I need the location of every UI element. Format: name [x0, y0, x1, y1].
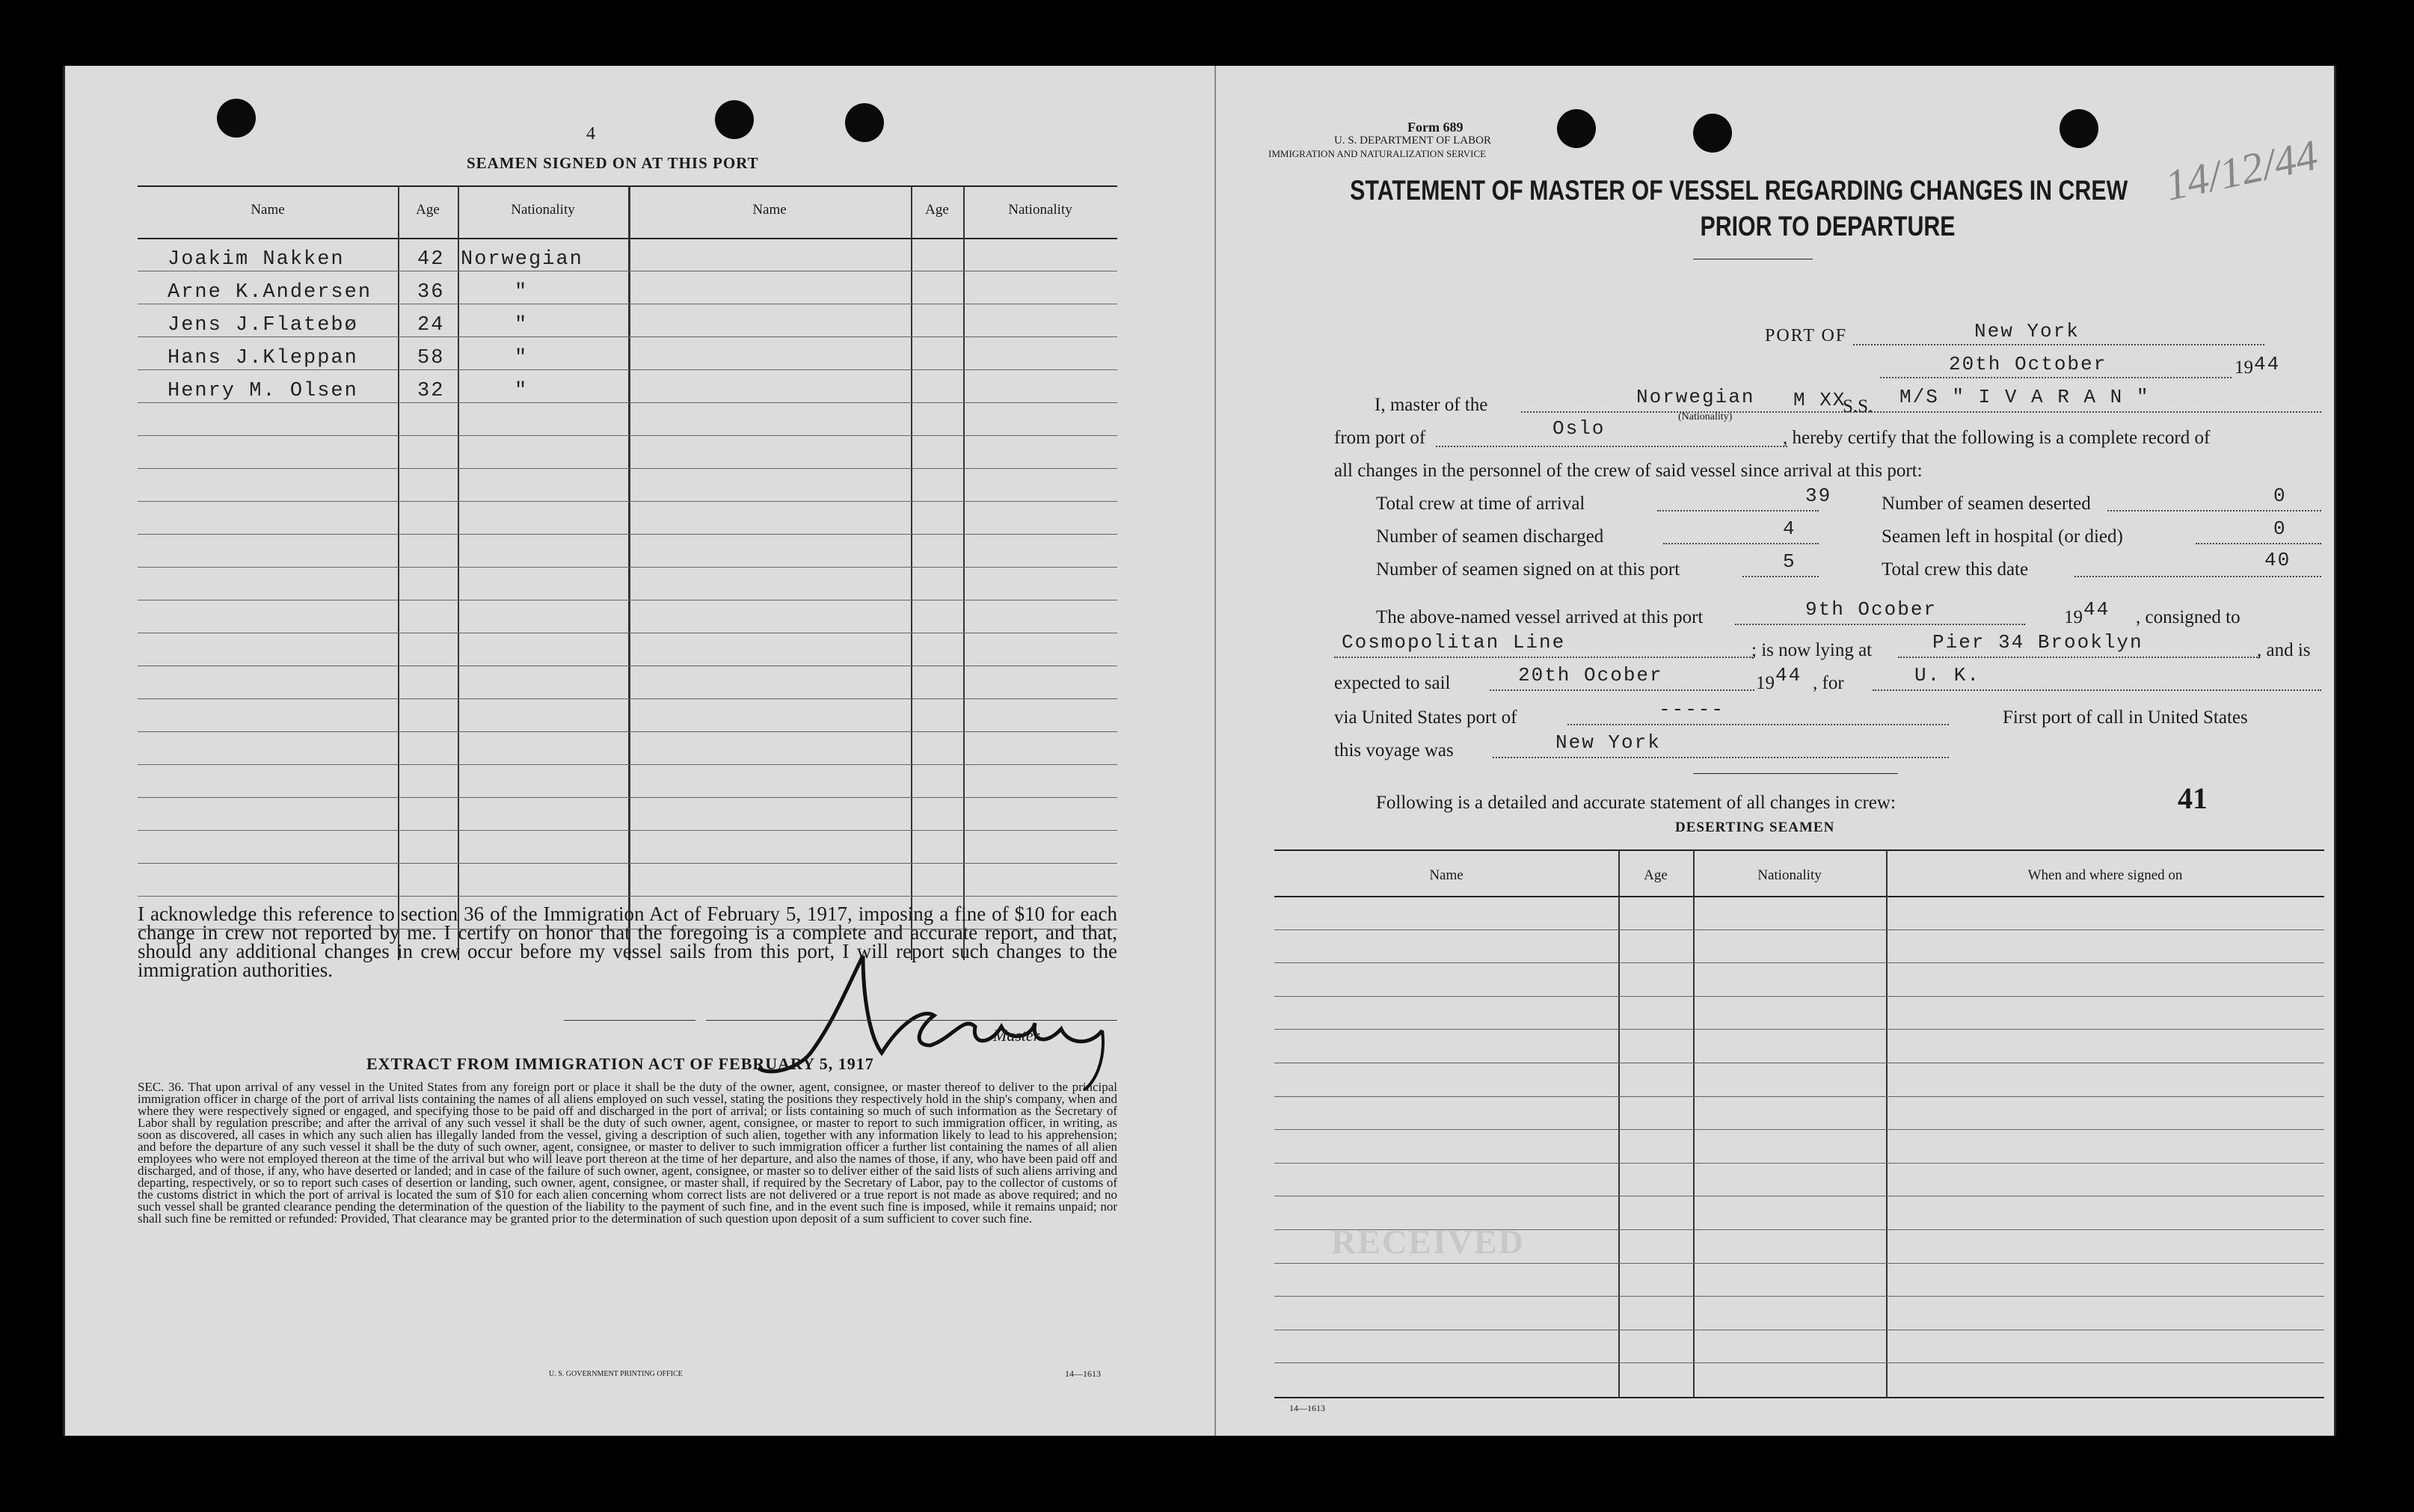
- table-rule: [1274, 896, 2324, 897]
- seaman-name: Jens J.Flatebø: [168, 314, 358, 336]
- master-of-label: I, master of the: [1375, 395, 1488, 415]
- seaman-nationality: ": [515, 314, 529, 336]
- sail-year-field: 44: [1775, 664, 1802, 686]
- certify-text: , hereby certify that the following is a complete record of: [1783, 428, 2211, 448]
- row-rule: [1274, 996, 2324, 997]
- stat-label: Number of seamen discharged: [1376, 526, 1604, 547]
- row-rule: [1274, 1296, 2324, 1297]
- arrived-year-field: 44: [2083, 598, 2110, 621]
- arrived-year-prefix: 19: [2064, 607, 2083, 627]
- stat-label: Total crew this date: [1882, 559, 2029, 580]
- seamen-signed-title: SEAMEN SIGNED ON AT THIS PORT: [467, 154, 759, 172]
- column-divider: [1886, 849, 1888, 1397]
- vessel-name-field: M/S " I V A R A N ": [1899, 386, 2150, 408]
- consigned-label: , consigned to: [2136, 607, 2241, 627]
- column-header-name: Name: [251, 202, 285, 218]
- row-rule: [138, 468, 1117, 469]
- column-divider: [628, 185, 630, 960]
- column-header-age: Age: [416, 202, 440, 218]
- dot-leader: [2196, 543, 2321, 544]
- column-header-nationality: Nationality: [1757, 867, 1822, 883]
- nationality-field: Norwegian: [1636, 386, 1755, 408]
- department: U. S. DEPARTMENT OF LABOR: [1334, 135, 1491, 147]
- page-edge: [63, 66, 65, 1436]
- column-header-age: Age: [1644, 867, 1668, 883]
- punch-hole: [2060, 109, 2098, 148]
- stat-value: 5: [1783, 550, 1796, 573]
- acknowledgement-text: I acknowledge this reference to section 36 of the Immigration Act of February 5, 1917, imposing a fine of $10 for each change in crew not reported by me. I certify on honor that the foregoing is a complete and accurate report, and that, should any additional changes in crew occur before my vessel sails from this port, I will report such changes to the immigration authorities.: [138, 903, 1117, 981]
- table-rule: [1274, 849, 2324, 851]
- form-title: STATEMENT OF MASTER OF VESSEL REGARDING CHANGES IN CREW: [1350, 175, 2128, 206]
- voyage-label: this voyage was: [1334, 740, 1454, 760]
- column-divider: [458, 185, 459, 960]
- lying-label: ; is now lying at: [1751, 640, 1873, 660]
- row-rule: [138, 501, 1117, 502]
- column-header-signed-on: When and where signed on: [2027, 867, 2183, 883]
- handwritten-annotation: 14/12/44: [2160, 130, 2322, 210]
- seaman-nationality: Norwegian: [461, 248, 583, 271]
- column-header-nationality: Nationality: [1008, 202, 1072, 218]
- from-port-field: Oslo: [1552, 417, 1606, 440]
- dot-leader: [2107, 510, 2321, 511]
- sail-date-field: 20th Ocober: [1518, 664, 1663, 686]
- punch-hole: [715, 100, 754, 139]
- row-rule: [1274, 1362, 2324, 1363]
- column-divider: [1618, 849, 1620, 1397]
- dot-leader: [1657, 510, 1819, 511]
- row-rule: [138, 698, 1117, 699]
- sail-year-prefix: 19: [1756, 673, 1775, 693]
- row-rule: [138, 336, 1117, 337]
- row-rule: [1274, 962, 2324, 963]
- column-header-age: Age: [925, 202, 949, 218]
- year-field: 44: [2254, 353, 2281, 375]
- following-text: Following is a detailed and accurate statement of all changes in crew:: [1376, 793, 1896, 813]
- seaman-name: Henry M. Olsen: [168, 380, 358, 402]
- row-rule: [138, 369, 1117, 370]
- printing-office: U. S. GOVERNMENT PRINTING OFFICE: [549, 1370, 683, 1378]
- row-rule: [1274, 1029, 2324, 1030]
- for-label: , for: [1813, 673, 1844, 693]
- stat-value: 40: [2264, 549, 2291, 571]
- extract-text: SEC. 36. That upon arrival of any vessel in the United States from any foreign port or place it shall be the duty of the owner, agent, consignee, or master thereof to deliver to the principal immigration officer in charge of the port of arrival lists containing the names of all aliens employed on such vessel, stating the positions they respectively hold in the ship's company, when and where they were respectively signed or engaged, and specifying those to be paid off and discharged in the port of arrival; or lists containing so much of such information as the Secretary of Labor shall by regulation prescribe; and after the arrival of any such vessel it shall be the duty of such owner, agent, consignee, or master to report to such immigration officer, in writing, as soon as discovered, all cases in which any such alien has illegally landed from the vessel, giving a description of such alien, together with any information likely to lead to his apprehension; and before the departure of any such vessel it shall be the duty of such owner, agent, consignee, or master to deliver to such immigration officer a further list containing the names of all alien employees who were not employed thereon at the time of the arrival but who will leave port thereon at the time of her departure, and also the names of those, if any, who have been paid off and discharged, and of those, if any, who have deserted or landed; and in case of the failure of such owner, agent, consignee, or master so to deliver either of the said lists of such aliens arriving and departing, respectively, or so to report such cases of desertion or landing, such owner, agent, consignee, or master shall, if required by the Secretary of Labor, pay to the collector of customs of the customs district in which the port of arrival is located the sum of $10 for each alien concerning whom correct lists are not delivered or a true report is not made as above required; and no such vessel shall be granted clearance pending the determination of the question of the liability to the payment of such fine, and in the event such fine is imposed, while it remains unpaid; nor shall such fine be remitted or refunded: Provided, That clearance may be granted prior to the determination of such question upon deposit of a sum sufficient to cover such fine.: [138, 1080, 1117, 1226]
- signature-line: [706, 1020, 1117, 1021]
- row-rule: [138, 402, 1117, 403]
- seaman-age: 58: [417, 347, 445, 369]
- row-rule: [1274, 1129, 2324, 1130]
- voyage-port-field: New York: [1555, 731, 1661, 754]
- field-line: [1334, 657, 1753, 658]
- row-rule: [138, 830, 1117, 831]
- page-count-stamp: 41: [2178, 781, 2208, 815]
- seaman-nationality: ": [515, 347, 529, 369]
- stat-value: 39: [1805, 485, 1832, 507]
- page-number: 4: [586, 124, 595, 144]
- seaman-age: 36: [417, 281, 445, 304]
- form-code: 14—1613: [1289, 1403, 1325, 1413]
- page-edge: [2334, 66, 2336, 1436]
- punch-hole: [1557, 109, 1596, 148]
- stat-label: Number of seamen signed on at this port: [1376, 559, 1680, 580]
- from-port-label: from port of: [1334, 428, 1426, 448]
- dot-leader: [1742, 576, 1819, 577]
- via-port-field: -----: [1659, 698, 1725, 721]
- field-line: [1436, 446, 1787, 447]
- year-prefix: 19: [2235, 357, 2253, 378]
- row-rule: [138, 863, 1117, 864]
- table-rule: [1274, 1397, 2324, 1398]
- field-line: [1898, 657, 2260, 658]
- column-header-nationality: Nationality: [511, 202, 575, 218]
- table-rule: [138, 238, 1117, 239]
- master-label: Master.: [993, 1026, 1042, 1045]
- row-rule: [138, 896, 1117, 897]
- stat-value: 0: [2273, 517, 2287, 540]
- table-rule: [138, 185, 1117, 187]
- seaman-nationality: ": [515, 281, 529, 304]
- stat-label: Total crew at time of arrival: [1376, 494, 1585, 514]
- stat-label: Seamen left in hospital (or died): [1882, 526, 2123, 547]
- field-line: [1880, 377, 2232, 378]
- column-divider: [911, 185, 912, 960]
- seaman-name: Joakim Nakken: [168, 248, 345, 271]
- first-port-label: First port of call in United States: [2003, 707, 2248, 728]
- row-rule: [138, 764, 1117, 765]
- field-line: [1490, 689, 1754, 691]
- signature-line: [564, 1020, 695, 1021]
- row-rule: [138, 731, 1117, 732]
- received-stamp: RECEIVED: [1331, 1223, 1525, 1261]
- stat-value: 0: [2273, 485, 2287, 507]
- column-header-name: Name: [1429, 867, 1464, 883]
- nationality-caption: (Nationality): [1678, 411, 1733, 422]
- row-rule: [1274, 1263, 2324, 1264]
- port-label: PORT OF: [1765, 326, 1848, 345]
- row-rule: [1274, 929, 2324, 930]
- all-changes-text: all changes in the personnel of the crew of said vessel since arrival at this port:: [1334, 461, 1923, 481]
- seaman-name: Hans J.Kleppan: [168, 347, 358, 369]
- and-is-label: , and is: [2257, 640, 2311, 660]
- service: IMMIGRATION AND NATURALIZATION SERVICE: [1268, 148, 1487, 159]
- field-line: [1873, 689, 2321, 691]
- column-divider: [398, 185, 399, 960]
- seaman-name: Arne K.Andersen: [168, 281, 372, 304]
- stat-value: 4: [1783, 517, 1796, 540]
- dot-leader: [1663, 543, 1819, 544]
- field-line: [1567, 724, 1949, 725]
- row-rule: [1274, 1096, 2324, 1097]
- form-code: 14—1613: [1065, 1368, 1101, 1379]
- column-divider: [1693, 849, 1695, 1397]
- date-field: 20th October: [1949, 353, 2107, 375]
- ms-mark: M XX: [1793, 389, 1846, 411]
- column-header-name: Name: [752, 202, 787, 218]
- port-field: New York: [1974, 320, 2080, 342]
- field-line: [1853, 344, 2264, 345]
- arrived-label: The above-named vessel arrived at this port: [1376, 607, 1704, 627]
- document-sheet: [63, 66, 2336, 1436]
- extract-title: EXTRACT FROM IMMIGRATION ACT OF FEBRUARY 5, 1917: [366, 1054, 874, 1073]
- seaman-age: 42: [417, 248, 445, 271]
- row-rule: [138, 567, 1117, 568]
- vessel-type-label: S.S.: [1843, 396, 1873, 417]
- seaman-nationality: ": [515, 380, 529, 402]
- dot-leader: [2074, 576, 2321, 577]
- lying-at-field: Pier 34 Brooklyn: [1932, 631, 2143, 654]
- punch-hole: [845, 103, 884, 142]
- row-rule: [138, 534, 1117, 535]
- expected-label: expected to sail: [1334, 673, 1451, 693]
- deserting-title: DESERTING SEAMEN: [1675, 820, 1835, 835]
- field-line: [1521, 411, 2321, 413]
- via-label: via United States port of: [1334, 707, 1517, 728]
- destination-field: U. K.: [1914, 664, 1981, 686]
- form-title-sub: PRIOR TO DEPARTURE: [1700, 211, 1956, 242]
- field-line: [1735, 624, 2025, 625]
- field-line: [1493, 757, 1949, 758]
- form-number: Form 689: [1407, 120, 1464, 135]
- consignee-field: Cosmopolitan Line: [1342, 631, 1566, 654]
- column-divider: [963, 185, 965, 960]
- row-rule: [1274, 1163, 2324, 1164]
- seaman-age: 24: [417, 314, 445, 336]
- row-rule: [138, 435, 1117, 436]
- punch-hole: [217, 99, 256, 138]
- punch-hole: [1693, 114, 1732, 153]
- row-rule: [138, 797, 1117, 798]
- seaman-age: 32: [417, 380, 445, 402]
- stat-label: Number of seamen deserted: [1882, 494, 2091, 514]
- section-rule: [1693, 773, 1898, 774]
- page-fold: [1214, 66, 1216, 1436]
- arrived-date-field: 9th Ocober: [1805, 598, 1938, 621]
